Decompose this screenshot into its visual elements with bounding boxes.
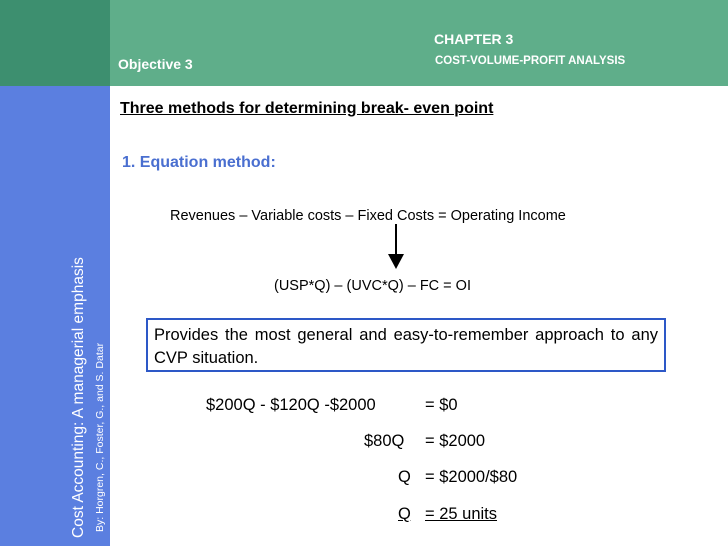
chapter-label: CHAPTER 3 xyxy=(434,31,514,47)
calc-line-2-right: = $2000 xyxy=(425,432,486,450)
formula-text: (USP*Q) – (UVC*Q) – FC = OI xyxy=(274,278,471,294)
corner-block xyxy=(0,0,110,86)
calc-line-3-right: = $2000/$80 xyxy=(425,468,518,486)
objective-label: Objective 3 xyxy=(118,56,193,72)
down-arrow-icon xyxy=(386,224,406,270)
header-bar xyxy=(110,0,728,86)
callout-box xyxy=(146,318,666,372)
method-label: 1. Equation method: xyxy=(122,154,276,171)
callout-text: Provides the most general and easy-to-remember approach to any CVP situation. xyxy=(154,326,658,367)
calc-line-1-right: = $0 xyxy=(425,396,458,414)
calc-line-3-left: Q xyxy=(398,468,411,486)
chapter-subtitle: COST-VOLUME-PROFIT ANALYSIS xyxy=(435,55,626,67)
book-authors: By: Horgren, C., Foster, G., and S. Datar xyxy=(94,342,106,532)
calc-line-4-left: Q xyxy=(398,505,411,523)
equation-text: Revenues – Variable costs – Fixed Costs = Operating Income xyxy=(170,208,566,224)
calc-line-1-left: $200Q - $120Q -$2000 xyxy=(206,396,376,414)
calc-line-2-left: $80Q xyxy=(364,432,405,450)
section-title: Three methods for determining break- even point xyxy=(120,100,494,117)
calc-line-4-right: = 25 units xyxy=(425,505,498,523)
book-title: Cost Accounting: A managerial emphasis xyxy=(70,257,87,538)
